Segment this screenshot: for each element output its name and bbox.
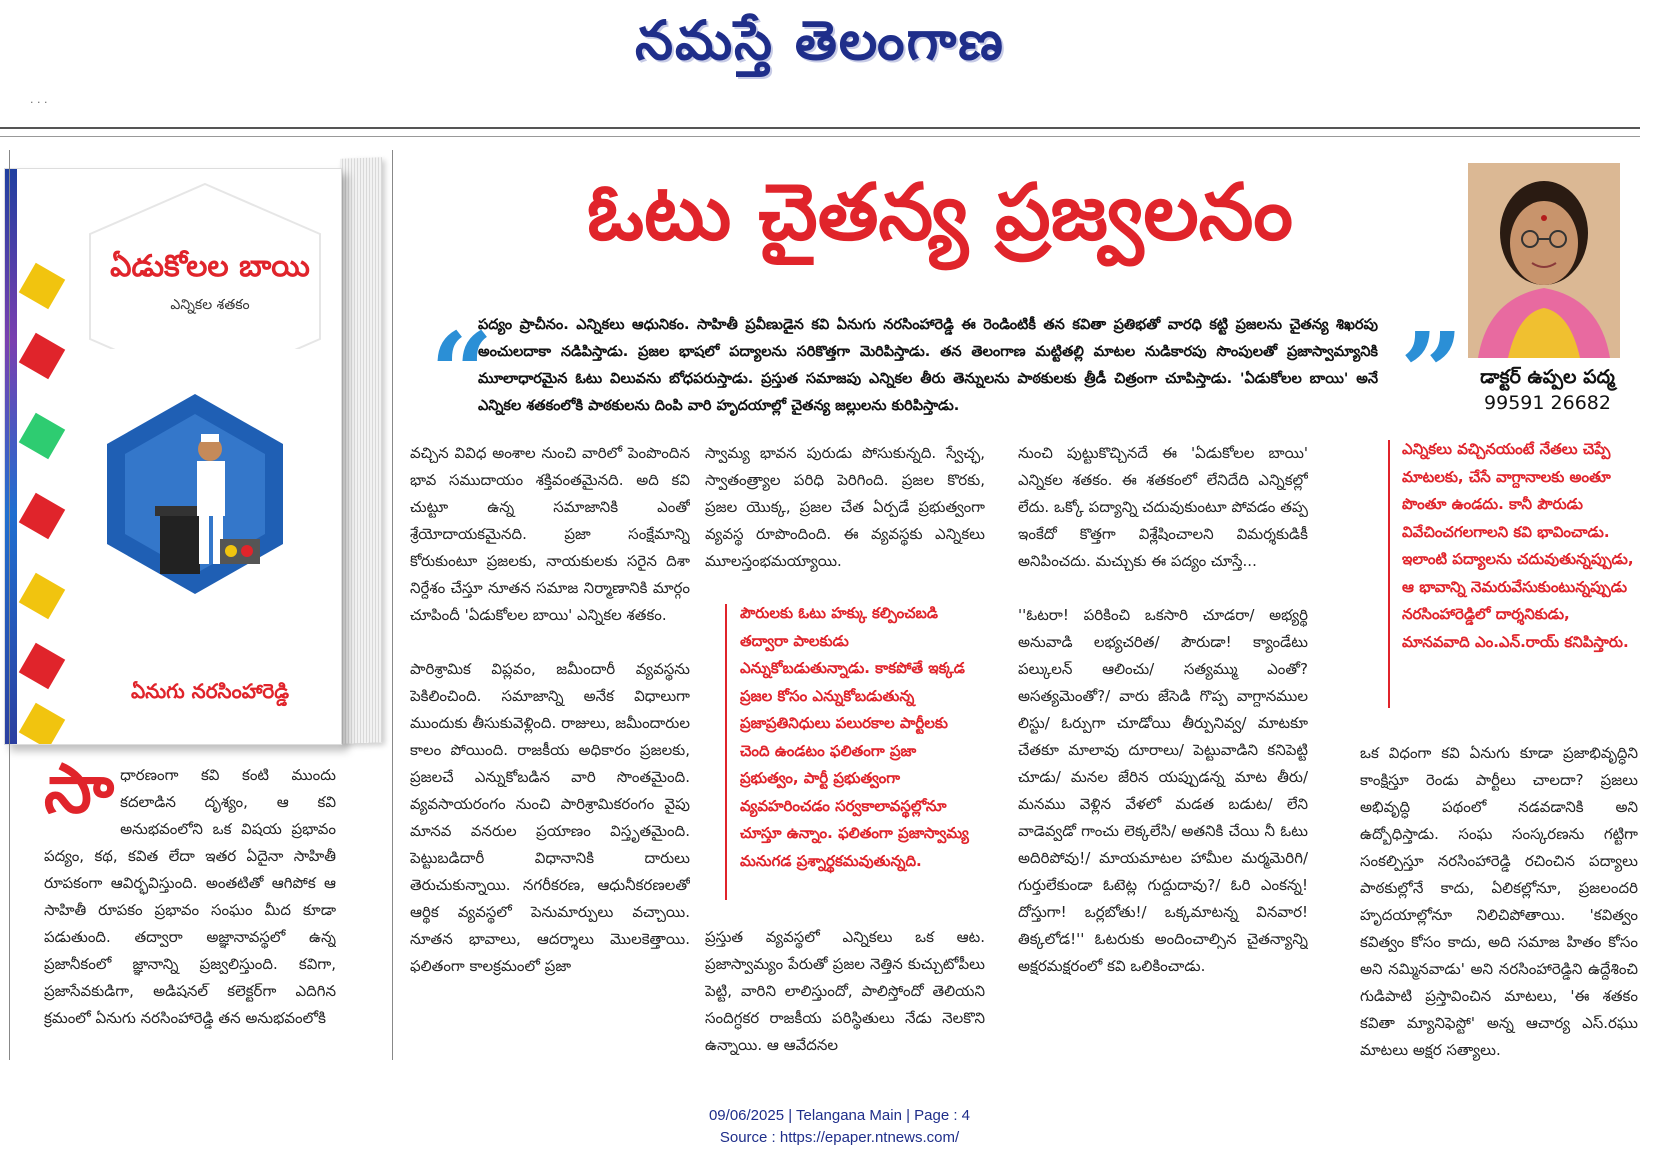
ticker-strip: · · · <box>30 96 48 109</box>
book-subtitle: ఎన్నికల శతకం <box>170 297 250 313</box>
article-intro: పద్యం ప్రాచీనం. ఎన్నికలు ఆధునికం. సాహితీ ప్రవీణుడైన కవి ఏనుగు నరసింహారెడ్డి ఈ రెండింటికీ తన కవితా ప్రతిభతో వారధి కట్టి ప్రజలను చైతన్య శిఖరపు అంచులదాకా నడిపిస్తాడు. ప్రజల భాషలో పద్యాలను సరికొత్తగా మెరిపిస్తాడు. తన తెలంగాణ మట్టితల్లి మాటల నుడికారపు సొంపులతో ప్రజాస్వామ్యానికి మూలాధారమైన ఓటు విలువను బోధపరుస్తాడు. ప్రస్తుత సమాజపు ఎన్నికల తీరు తెన్నులను పాఠకులకు త్రీడీ చిత్రంగా చూపిస్తాడు. 'ఏడుకోలల బాయి' అనే ఎన్నికల శతకంలోకి పాఠకులను దింపి వారి హృదయాల్లో చైతన్య జల్లులను కురిపిస్తాడు. <box>478 317 1378 414</box>
book-author: ఏనుగు నరసింహారెడ్డి <box>130 679 290 703</box>
decor-cube <box>19 493 65 539</box>
decor-cube <box>19 263 65 309</box>
article-column-5 <box>1360 740 1638 1062</box>
column-3-paragraph-2: ప్రస్తుత వ్యవస్థలో ఎన్నికలు ఒక ఆట. ప్రజాస్వామ్యం పేరుతో ప్రజల నెత్తిన కుచ్చుటోపీలు పెట్టి, వారిని లాలిస్తుందో, పాలిస్తోందో తెలియని సందిగ్ధకర రాజకీయ పరిస్థితులు నేడు నెలకొని ఉన్నాయి. ఆ ఆవేదనల <box>705 928 985 1054</box>
close-quote-icon: ” <box>1400 308 1464 437</box>
newspaper-logo: నమస్తే తెలంగాణ <box>635 9 1005 72</box>
left-edge-rule <box>9 150 10 1060</box>
pull-quote-1: పౌరులకు ఓటు హక్కు కల్పించబడి తద్వారా పాలకుడు ఎన్నుకోబడుతున్నాడు. కాకపోతే ఇక్కడ ప్రజల కోసం ఎన్నుకోబడుతున్న ప్రజాప్రతినిధులు పలురకాల పార్టీలకు చెంది ఉండటం ఫలితంగా ప్రజా ప్రభుత్వం, పార్టీ ప్రభుత్వంగా వ్యవహరించడం సర్వకాలావస్థల్లోనూ చూస్తూ ఉన్నాం. ఫలితంగా ప్రజాస్వామ్య మనుగడ ప్రశ్నార్థకమవుతున్నది. <box>740 604 969 870</box>
pull-quote-2: ఎన్నికలు వచ్చినయంటే నేతలు చెప్పే మాటలకు, చేసే వాగ్దానాలకు అంతూ పొంతూ ఉండదు. కానీ పౌరుడు వివేచించగలగాలని కవి భావించాడు. ఇలాంటి పద్యాలను చదువుతున్నప్పుడు, ఆ భావాన్ని నెమరువేసుకుంటున్నప్పుడు నరసింహారెడ్డిలో దార్శనికుడు, మానవవాది ఎం.ఎన్.రాయ్ కనిపిస్తారు. <box>1402 440 1634 651</box>
book-cover-image <box>0 140 390 750</box>
author-portrait <box>1468 163 1620 358</box>
decor-cube <box>19 703 65 745</box>
footer-date-edition: 09/06/2025 | Telangana Main | Page : 4 <box>708 1107 971 1124</box>
column-4-poem: ''ఓటరా! పరికించి ఒకసారి చూడరా/ అభ్యర్థి అనువాడి లభ్యచరిత/ పౌరుడా! క్యాండేటు పల్కులన్ ఆలించు/ సత్యమ్ము ఎంతో? అసత్యమెంతో?/ వారు జేసెడి గొప్ప వాగ్దానముల లిస్టు/ ఓర్పుగా చూడోయి తీర్పునివ్వ/ మాటకూ చేతకూ మాలావు దూరాలు/ పెట్టువాడిని కనిపెట్టి చూడు/ మనల జేరిన యప్పుడన్న మాట తీరు/ మనము వెళ్లిన వేళలో మడత బడుట/ లేని వాడెవ్వడో గాంచు లెక్కలేసి/ అతనికి చేయి నీ ఓటు అదిరిపోవు!/ మాయమాటల హామీల మర్మమెరిగి/ గుర్తులేకుండా ఓటెట్ల గుద్దుదావు?/ ఓరి ఎంకన్న! దోస్తుగా! ఒర్లబోతు!/ ఒక్కమాటన్న వినవార! తిక్కలోడ!'' ఓటరుకు అందించాల్సిన చైతన్యాన్ని అక్షరమక్షరంలో కవి ఒలికించాడు. <box>1018 606 1308 975</box>
header-rule <box>0 127 1640 129</box>
book-title: ఏడుకోలల బాయి <box>110 249 310 284</box>
pull-quote-bar <box>1388 440 1390 708</box>
article-column-3-bottom <box>705 924 985 1062</box>
decor-cube <box>19 643 65 689</box>
author-phone: 99591 26682 <box>1484 392 1611 414</box>
author-name: డాక్టర్ ఉప్పల పద్మ <box>1480 366 1615 388</box>
book-spine-strip <box>5 169 17 744</box>
column-5-paragraph-1: ఒక విధంగా కవి ఏనుగు కూడా ప్రజాభివృద్ధిని కాంక్షిస్తూ రెండు పార్టీలు చాలదా? ప్రజలు అభివృద్ధి పథంలో నడవడానికి అని ఉద్బోధిస్తాడు. సంఘ సంస్కరణను గట్టిగా సంకల్పిస్తూ నరసింహారెడ్డి రచించిన పద్యాలు పాఠకుల్లోనే కాదు, ఏలికల్లోనూ, ప్రజలందరి హృదయాల్లోనూ నిలిచిపోతాయి. 'కవిత్వం కవిత్వం కోసం కాదు, అది సమాజ హితం కోసం అని నమ్మినవాడు' అని నరసింహారెడ్డిని ఉద్దేశించి గుడిపాటి ప్రస్తావించిన మాటలు, 'ఈ శతకం కవితా మ్యానిఫెస్టో' అన్న ఆచార్య ఎస్.రఘు మాటలు అక్షర సత్యాలు. <box>1360 744 1638 1059</box>
decor-cube <box>19 413 65 459</box>
masthead <box>0 0 1679 92</box>
politician-podium-illustration <box>105 394 285 594</box>
dropcap: సా <box>44 762 115 829</box>
column-2-paragraph-1: వచ్చిన వివిధ అంశాల నుంచి వారిలో పెంపొందిన భావ సముదాయం శక్తివంతమైనది. అది కవి చుట్టూ ఉన్న సమాజానికి ఎంతో శ్రేయోదాయకమైనది. ప్రజా సంక్షేమాన్ని కోరుకుంటూ ప్రజలకు, నాయకులకు సరైన దిశా నిర్దేశం చేస్తూ నూతన సమాజ నిర్మాణానికి మార్గం చూపిందీ 'ఏడుకోలల బాయి' ఎన్నికల శతకం. <box>410 444 690 624</box>
column-1-text: ధారణంగా కవి కంటి ముందు కదలాడిన దృశ్యం, ఆ కవి అనుభవంలోని ఒక విషయ ప్రభావం పద్యం, కథ, కవిత లేదా ఇతర ఏదైనా సాహితీ రూపకంగా ఆవిర్భవిస్తుంది. అంతటితో ఆగిపోక ఆ సాహితీ రూపకం ప్రభావం సంఘం మీద కూడా పడుతుంది. తద్వారా అజ్ఞానావస్థలో ఉన్న ప్రజానీకంలో జ్ఞానాన్ని ప్రజ్వలిస్తుంది. కవిగా, ప్రజాసేవకుడిగా, అడిషనల్ కలెక్టర్‌గా ఎదిగిన క్రమంలో ఏనుగు నరసింహారెడ్డి తన అనుభవంలోకి <box>44 766 336 1027</box>
article-column-2 <box>410 440 690 1062</box>
article-column-1 <box>44 762 336 1062</box>
open-quote-icon: “ <box>430 308 494 437</box>
decor-cube <box>19 573 65 619</box>
column-3-paragraph-1: స్వామ్య భావన పురుడు పోసుకున్నది. స్వేచ్ఛ, స్వాతంత్ర్యాల పరిధి పెరిగింది. ప్రజల కొరకు, ప్రజల యొక్క, ప్రజల చేత ఏర్పడే ప్రభుత్వంగా వ్యవస్థ రూపొందింది. ఈ వ్యవస్థకు ఎన్నికలు మూలస్తంభమయ్యాయి. <box>705 444 985 570</box>
page-footer <box>0 1105 1679 1149</box>
author-photo-icon <box>1468 163 1620 358</box>
decor-cube <box>19 333 65 379</box>
article-column-4 <box>1018 440 1308 1062</box>
column-divider <box>392 150 393 1060</box>
footer-source: Source : https://epaper.ntnews.com/ <box>719 1129 960 1146</box>
column-4-paragraph-1: నుంచి పుట్టుకొచ్చినదే ఈ 'ఏడుకోలల బాయి' ఎన్నికల శతకం. ఈ శతకంలో లేనిదేది ఎన్నికల్లో లేదు. ఒక్కో పద్యాన్ని చదువుకుంటూ పోవడం తప్ప ఇంకేదో కొత్తగా విశ్లేషించాలని విమర్శకుడికీ అనిపించదు. మచ్చుకు ఈ పద్యం చూస్తే... <box>1018 444 1308 570</box>
header-rule-thin <box>0 136 1640 137</box>
book-page-edges <box>340 157 382 743</box>
article-headline: ఓటు చైతన్య ప్రజ్వలనం <box>587 168 1293 258</box>
book-front-cover <box>4 168 342 745</box>
pull-quote-bar <box>725 604 727 900</box>
article-column-3-top <box>705 440 985 580</box>
column-2-paragraph-2: పారిశ్రామిక విప్లవం, జమీందారీ వ్యవస్థను పెకిలించింది. సమాజాన్ని అనేక విధాలుగా ముందుకు తీసుకువెళ్లింది. రాజులు, జమీందారుల కాలం పోయింది. రాజకీయ అధికారం ప్రజలకు, ప్రజలచే ఎన్నుకోబడిన వారి సొంతమైంది. వ్యవసాయరంగం నుంచి పారిశ్రామికరంగం వైపు మానవ వనరుల ప్రయాణం విస్తృతమైంది. పెట్టుబడిదారీ విధానానికి దారులు తెరుచుకున్నాయి. నగరీకరణ, ఆధునీకరణలతో ఆర్థిక వ్యవస్థలో పెనుమార్పులు వచ్చాయి. నూతన భావాలు, ఆదర్శాలు మొలకెత్తాయి. ఫలితంగా కాలక్రమంలో ప్రజా <box>410 660 690 975</box>
